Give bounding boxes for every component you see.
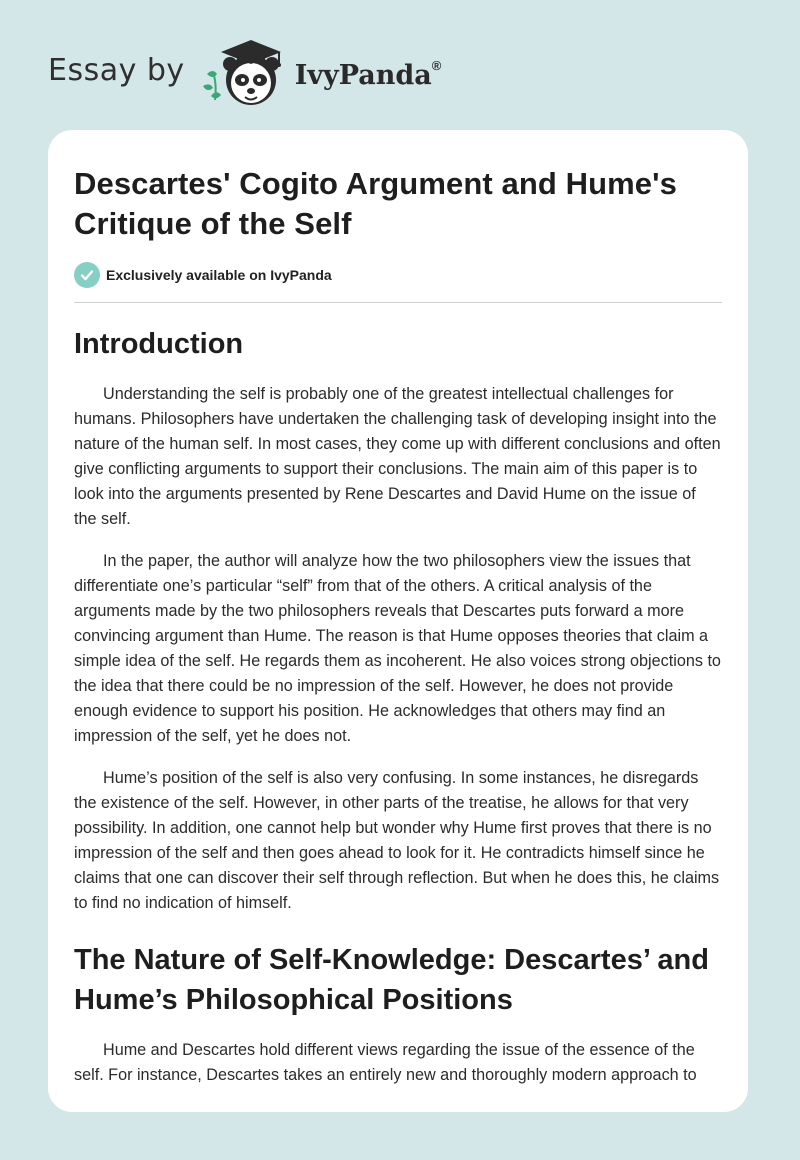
essay-card bbox=[48, 130, 748, 1112]
essay-title: Descartes' Cogito Argument and Hume's Critique of the Self bbox=[74, 166, 677, 241]
paragraph: Understanding the self is probably one of the greatest intellectual challenges for humans. Philosophers have undertaken the challenging task of developing insight into the nature of the human self. In most cases, they come up with different conclusions and often give conflicting arguments to support their conclusions. The main aim of this paper is to look into the arguments presented by Rene Descartes and David Hume on the issue of the self. bbox=[74, 385, 721, 528]
paragraph: Hume and Descartes hold different views regarding the issue of the essence of the self. For instance, Descartes takes an entirely new and thoroughly modern approach to bbox=[74, 1041, 697, 1084]
brand-name[interactable]: IvyPanda® bbox=[294, 57, 442, 91]
checkmark-circle-icon bbox=[74, 262, 100, 288]
registered-mark: ® bbox=[431, 57, 442, 73]
exclusive-badge bbox=[74, 262, 722, 288]
site-header bbox=[48, 34, 441, 110]
panda-logo-icon[interactable] bbox=[199, 34, 291, 110]
exclusive-label: Exclusively available on IvyPanda bbox=[106, 267, 332, 283]
essay-by-label: Essay by bbox=[48, 52, 185, 88]
section-heading-introduction: Introduction bbox=[74, 328, 244, 360]
paragraph: Hume’s position of the self is also very confusing. In some instances, he disregards the existence of the self. However, in other parts of the treatise, he allows for that very possibility. In addition, one cannot help but wonder why Hume first proves that there is no impression of the self and then goes ahead to look for it. He contradicts himself since he claims that one can discover their self through reflection. But when he does this, he claims to find no indication of himself. bbox=[74, 769, 720, 912]
section-heading-nature-of-self-knowledge: The Nature of Self-Knowledge: Descartes’ and Hume’s Philosophical Positions bbox=[74, 944, 709, 1016]
paragraph: In the paper, the author will analyze how the two philosophers view the issues that differentiate one’s particular “self” from that of the others. A critical analysis of the arguments made by the two philosophers reveals that Descartes puts forward a more convincing argument than Hume. The reason is that Hume opposes theories that claim a simple idea of the self. He regards them as incoherent. He also voices strong objections to the idea that there could be no impression of the self. However, he does not provide enough evidence to support his position. He acknowledges that others may find an impression of the self, yet he does not. bbox=[74, 552, 721, 745]
divider bbox=[74, 302, 722, 303]
